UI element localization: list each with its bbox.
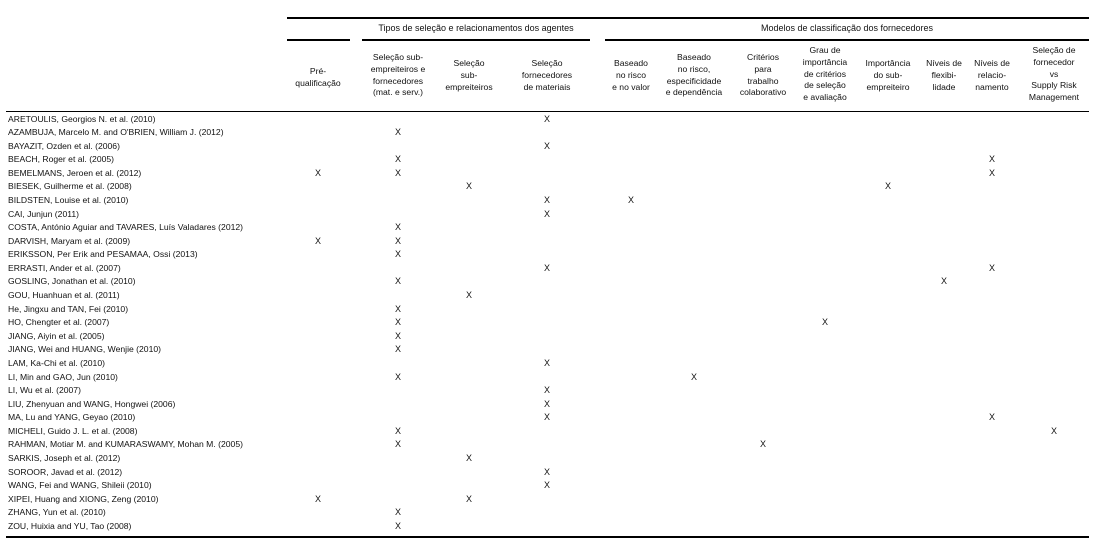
mark-riscoesp: X <box>690 371 698 382</box>
col-header-line: colaborativo <box>739 87 787 98</box>
mark-relac: X <box>988 262 996 273</box>
col-header-line: do sub- <box>873 69 903 80</box>
col-header-line: Critérios <box>747 52 779 62</box>
col-header-line: Importância <box>865 58 911 68</box>
row-reference: ZHANG, Yun et al. (2010) <box>8 507 106 518</box>
row-reference: COSTA, António Aguiar and TAVARES, Luís Valadares (2012) <box>8 222 244 233</box>
col-header-relac <box>974 58 1010 93</box>
mark-relac: X <box>988 167 996 178</box>
col-header-line: namento <box>975 81 1009 92</box>
mark-sub: X <box>465 453 473 463</box>
col-header-line: fornecedores <box>521 69 573 80</box>
mark-subforn: X <box>394 222 402 233</box>
row-reference: LI, Min and GAO, Jun (2010) <box>8 371 118 382</box>
mark-forn: X <box>543 466 551 477</box>
mark-forn: X <box>543 412 551 423</box>
mark-subforn: X <box>394 249 402 260</box>
row-reference: LIU, Zhenyuan and WANG, Hongwei (2006) <box>8 398 176 409</box>
col-header-srm <box>1029 45 1079 104</box>
col-header-line: (mat. e serv.) <box>373 87 423 98</box>
mark-forn: X <box>543 385 551 396</box>
col-header-line: Níveis de <box>974 58 1010 68</box>
col-header-line: e avaliação <box>803 92 847 103</box>
col-header-line: Pré- <box>309 66 327 76</box>
mark-forn: X <box>543 113 551 124</box>
col-header-riscoesp <box>666 52 722 99</box>
mark-forn: X <box>543 140 551 151</box>
col-header-line: e no valor <box>612 81 650 92</box>
col-header-line: de materiais <box>523 81 571 92</box>
mark-forn: X <box>543 262 551 273</box>
col-header-line: sub- <box>460 69 478 80</box>
mark-sub: X <box>465 181 473 192</box>
mark-sub: X <box>465 290 473 301</box>
col-header-line: Baseado <box>677 52 711 62</box>
row-reference: RAHMAN, Motiar M. and KUMARASWAMY, Mohan M. (2005) <box>8 439 243 450</box>
group-title-selection-types: Tipos de seleção e relacionamentos dos agentes <box>378 23 574 33</box>
group-title-supplier-models: Modelos de classificação dos fornecedores <box>760 23 934 33</box>
row-reference: ARETOULIS, Georgios N. et al. (2010) <box>8 113 156 124</box>
mark-subforn: X <box>394 371 402 382</box>
col-header-line: empreiteiro <box>866 81 910 92</box>
row-reference: BEMELMANS, Jeroen et al. (2012) <box>8 167 142 178</box>
col-header-line: fornecedor <box>1033 56 1075 67</box>
row-reference: He, Jingxu and TAN, Fei (2010) <box>8 303 129 314</box>
mark-srm: X <box>1050 425 1058 436</box>
mark-prequal: X <box>314 167 322 178</box>
mark-subforn: X <box>394 317 402 328</box>
row-reference: BEACH, Roger et al. (2005) <box>8 154 115 165</box>
table-bottom-rule <box>6 536 1089 538</box>
row-reference: JIANG, Aiyin et al. (2005) <box>8 330 105 341</box>
col-header-line: qualificação <box>295 77 341 88</box>
col-header-sub <box>445 58 492 93</box>
col-header-line: importância <box>802 56 848 67</box>
col-header-line: no risco, <box>677 63 711 74</box>
col-header-flex <box>926 58 962 93</box>
col-header-line: Management <box>1028 92 1080 103</box>
mark-subforn: X <box>394 167 402 178</box>
col-header-line: fornecedores <box>372 75 424 86</box>
row-reference: DARVISH, Maryam et al. (2009) <box>8 235 131 246</box>
col-header-line: empreiteiros <box>445 81 493 92</box>
row-reference: ZOU, Huixia and YU, Tao (2008) <box>8 520 132 531</box>
mark-forn: X <box>543 480 551 491</box>
row-reference: GOU, Huanhuan et al. (2011) <box>8 290 120 301</box>
mark-relac: X <box>988 412 996 423</box>
row-reference: ERIKSSON, Per Erik and PESAMAA, Ossi (2013) <box>8 249 198 260</box>
top-rule <box>287 17 1089 19</box>
col-header-line: vs <box>1049 68 1059 79</box>
col-header-line: lidade <box>932 81 956 92</box>
col-header-line: e dependência <box>665 87 723 98</box>
col-header-line: de critérios <box>803 68 847 79</box>
col-header-line: Seleção <box>453 58 485 68</box>
col-header-grau <box>803 45 847 104</box>
mark-subforn: X <box>394 303 402 314</box>
row-reference: GOSLING, Jonathan et al. (2010) <box>8 276 136 287</box>
col-header-line: empreiteiros e <box>370 63 426 74</box>
col-header-subforn <box>371 52 425 99</box>
row-reference: LI, Wu et al. (2007) <box>8 385 81 396</box>
row-reference: JIANG, Wei and HUANG, Wenjie (2010) <box>8 344 161 355</box>
row-reference: BIESEK, Guilherme et al. (2008) <box>8 181 132 192</box>
mark-subforn: X <box>394 235 402 246</box>
mark-forn: X <box>543 357 551 368</box>
row-reference: XIPEI, Huang and XIONG, Zeng (2010) <box>8 493 159 504</box>
col-header-line: relacio- <box>977 69 1007 80</box>
mark-subforn: X <box>394 330 402 341</box>
row-reference: ERRASTI, Ander et al. (2007) <box>8 262 121 273</box>
row-reference: MA, Lu and YANG, Geyao (2010) <box>8 412 136 423</box>
mark-criterios: X <box>759 439 767 450</box>
col-header-line: flexibi- <box>931 69 957 80</box>
mark-forn: X <box>543 194 551 205</box>
col-header-line: no risco <box>615 69 647 80</box>
col-header-line: Níveis de <box>926 58 962 68</box>
col-header-risco <box>612 58 650 93</box>
row-reference: BAYAZIT, Ozden et al. (2006) <box>8 140 120 151</box>
col-header-line: Baseado <box>614 58 648 68</box>
row-reference: MICHELI, Guido J. L. et al. (2008) <box>8 425 138 436</box>
mark-subforn: X <box>394 439 402 450</box>
col-header-importancia <box>866 58 911 93</box>
mark-subforn: X <box>394 507 402 518</box>
mark-importancia: X <box>884 181 892 192</box>
col-header-forn <box>522 58 572 93</box>
row-reference: CAI, Junjun (2011) <box>8 208 80 219</box>
col-header-line: Supply Risk <box>1031 80 1077 91</box>
mark-sub: X <box>465 493 473 504</box>
mark-forn: X <box>543 398 551 409</box>
mark-subforn: X <box>394 276 402 287</box>
mark-grau: X <box>821 317 829 328</box>
col-header-line: especificidade <box>666 75 722 86</box>
row-reference: HO, Chengter et al. (2007) <box>8 317 110 328</box>
row-reference: LAM, Ka-Chi et al. (2010) <box>8 357 105 368</box>
mark-prequal: X <box>314 493 322 504</box>
row-reference: SOROOR, Javad et al. (2012) <box>8 466 123 477</box>
mark-subforn: X <box>394 520 402 531</box>
col-header-line: para <box>754 63 772 74</box>
col-header-criterios <box>740 52 786 99</box>
mark-risco: X <box>627 194 635 205</box>
mark-prequal: X <box>314 235 322 246</box>
group2-underline <box>605 39 1089 41</box>
mark-forn: X <box>543 208 551 219</box>
mark-flex: X <box>940 276 948 287</box>
row-reference: SARKIS, Joseph et al. (2012) <box>8 453 121 463</box>
header-bottom-rule <box>6 111 1089 112</box>
col-header-line: Seleção de <box>1032 45 1076 55</box>
mark-subforn: X <box>394 127 402 138</box>
row-reference: WANG, Fei and WANG, Shileii (2010) <box>8 480 152 491</box>
row-reference: BILDSTEN, Louise et al. (2010) <box>8 194 129 205</box>
col-header-line: trabalho <box>747 75 779 86</box>
col-header-line: Grau de <box>809 45 841 55</box>
col-header-line: Seleção <box>531 58 563 68</box>
col-header-line: de seleção <box>804 80 846 91</box>
group1-underline <box>362 39 590 41</box>
prequal-underline <box>287 39 350 41</box>
mark-subforn: X <box>394 154 402 165</box>
mark-subforn: X <box>394 425 402 436</box>
col-header-prequal <box>295 66 340 90</box>
mark-relac: X <box>988 154 996 165</box>
col-header-line: Seleção sub- <box>372 52 424 62</box>
mark-subforn: X <box>394 344 402 355</box>
row-reference: AZAMBUJA, Marcelo M. and O'BRIEN, William J. (2012) <box>8 127 224 138</box>
